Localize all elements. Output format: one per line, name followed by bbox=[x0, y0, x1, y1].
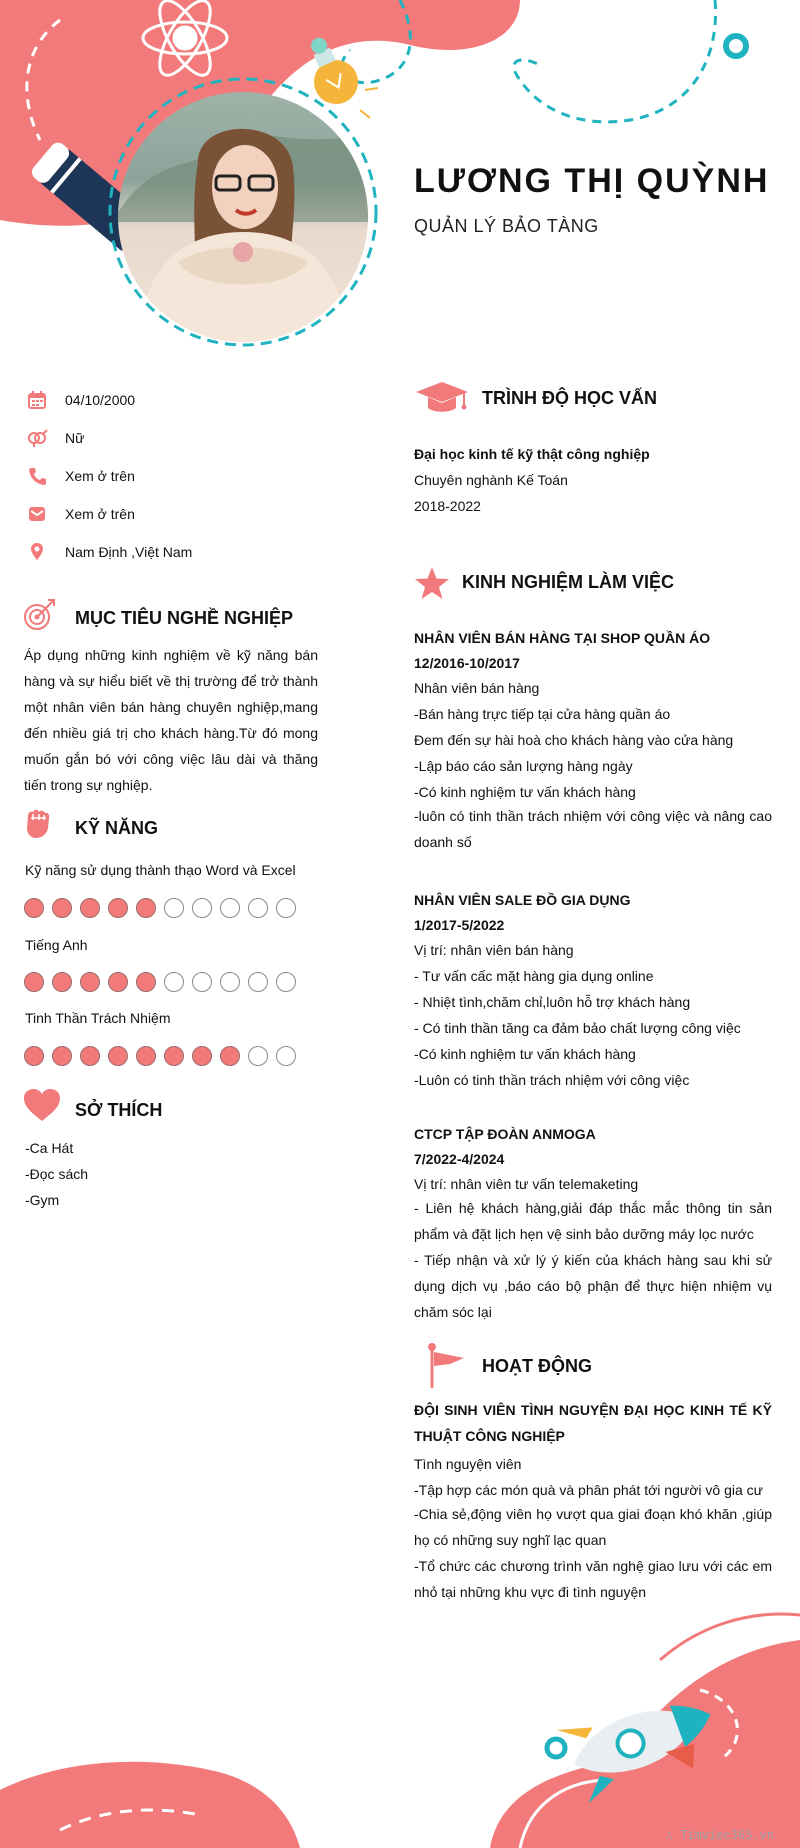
rating-dot-filled bbox=[108, 898, 128, 918]
fist-icon bbox=[22, 806, 52, 840]
job-detail: - Liên hệ khách hàng,giải đáp thắc mắc thông tin sản phẩm và đặt lịch hẹn vệ sinh bảo dưỡng máy lọc nước bbox=[414, 1200, 772, 1242]
rating-dot-filled bbox=[24, 972, 44, 992]
skill-rating bbox=[24, 1046, 296, 1066]
skill-name: Kỹ năng sử dụng thành thạo Word và Excel bbox=[25, 862, 296, 878]
job-detail: -Luôn có tinh thần trách nhiệm với công việc bbox=[414, 1072, 690, 1088]
job-title: QUẢN LÝ BẢO TÀNG bbox=[414, 216, 599, 236]
job-detail: Đem đến sự hài hoà cho khách hàng vào cửa hàng bbox=[414, 732, 734, 748]
contact-email bbox=[26, 502, 135, 526]
rating-dot-empty bbox=[164, 898, 184, 918]
rating-dot-empty bbox=[220, 972, 240, 992]
job-detail: -Có kinh nghiệm tư vấn khách hàng bbox=[414, 784, 636, 800]
job-period: 1/2017-5/2022 bbox=[414, 917, 505, 933]
rating-dot-empty bbox=[192, 898, 212, 918]
activity-detail: -Tổ chức các chương trình văn nghệ giao lưu với các em nhỏ tại những khu vực đi tình nguyện bbox=[414, 1558, 772, 1600]
target-icon bbox=[22, 598, 56, 632]
watermark-dots-icon: ∴ bbox=[665, 1828, 681, 1842]
rating-dot-filled bbox=[220, 1046, 240, 1066]
rating-dot-filled bbox=[136, 898, 156, 918]
job-period: 7/2022-4/2024 bbox=[414, 1151, 505, 1167]
objective-title: MỤC TIÊU NGHỀ NGHIỆP bbox=[75, 608, 294, 628]
job-detail: Nhân viên bán hàng bbox=[414, 680, 540, 696]
skill-name: Tinh Thần Trách Nhiệm bbox=[25, 1010, 171, 1026]
address-text: Nam Định ,Việt Nam bbox=[65, 544, 193, 560]
rating-dot-filled bbox=[108, 1046, 128, 1066]
contact-gender bbox=[26, 426, 85, 450]
rating-dot-filled bbox=[24, 898, 44, 918]
graduation-cap-icon bbox=[414, 380, 470, 416]
gender-text: Nữ bbox=[65, 430, 85, 446]
objective-text: Áp dụng những kinh nghiệm về kỹ năng bán hàng và sự hiểu biết về thị trường để trở thành một nhân viên bán hàng chuyên nghiệp,mang đến nhiều giá trị cho khách hàng.Từ đó mong muốn gắn bó với công việc lâu dài và thăng tiến trong sự nghiệp. bbox=[24, 647, 318, 793]
heart-icon bbox=[22, 1088, 62, 1122]
gender-icon bbox=[26, 427, 48, 449]
job-detail: Vị trí: nhân viên tư vấn telemaketing bbox=[414, 1176, 639, 1192]
rating-dot-filled bbox=[52, 898, 72, 918]
job-detail: - Nhiệt tình,chăm chỉ,luôn hỗ trợ khách hàng bbox=[414, 994, 691, 1010]
contact-birthday bbox=[26, 388, 136, 412]
job-period: 12/2016-10/2017 bbox=[414, 655, 520, 671]
activity-detail: -Chia sẻ,động viên họ vượt qua giai đoạn khó khăn ,giúp họ có những suy nghĩ lạc quan bbox=[414, 1506, 772, 1548]
job-company: NHÂN VIÊN BÁN HÀNG TẠI SHOP QUẦN ÁO bbox=[414, 630, 711, 646]
job-detail: -Có kinh nghiệm tư vấn khách hàng bbox=[414, 1046, 636, 1062]
hobby-item: -Ca Hát bbox=[25, 1140, 74, 1156]
rating-dot-empty bbox=[164, 972, 184, 992]
rating-dot-filled bbox=[52, 972, 72, 992]
full-name: LƯƠNG THỊ QUỲNH bbox=[414, 162, 770, 200]
watermark bbox=[666, 1828, 774, 1842]
rating-dot-empty bbox=[276, 1046, 296, 1066]
experience-title: KINH NGHIỆM LÀM VIỆC bbox=[462, 572, 675, 592]
rating-dot-filled bbox=[192, 1046, 212, 1066]
flag-icon bbox=[420, 1342, 466, 1390]
activity-detail: -Tập hợp các món quà và phân phát tới người vô gia cư bbox=[414, 1482, 764, 1498]
rating-dot-empty bbox=[248, 972, 268, 992]
rating-dot-filled bbox=[136, 972, 156, 992]
skill-name: Tiếng Anh bbox=[25, 937, 88, 953]
job-detail: - Có tinh thần tăng ca đảm bảo chất lượng công việc bbox=[414, 1020, 741, 1036]
rating-dot-filled bbox=[24, 1046, 44, 1066]
birthday-text: 04/10/2000 bbox=[65, 392, 136, 408]
map-pin-icon bbox=[26, 541, 48, 563]
rating-dot-empty bbox=[192, 972, 212, 992]
rating-dot-empty bbox=[276, 972, 296, 992]
star-icon bbox=[414, 566, 450, 600]
phone-text: Xem ở trên bbox=[65, 468, 135, 484]
watermark-text: Timviec365.vn bbox=[680, 1828, 774, 1842]
activity-org: ĐỘI SINH VIÊN TÌNH NGUYỆN ĐẠI HỌC KINH TẾ KỸ THUẬT CÔNG NGHIỆP bbox=[414, 1402, 772, 1444]
education-period: 2018-2022 bbox=[414, 498, 481, 514]
job-detail: - Tiếp nhận và xử lý ý kiến của khách hàng sau khi sử dụng dịch vụ ,báo cáo bộ phận để thực hiện nhiệm vụ chăm sóc lại bbox=[414, 1252, 772, 1320]
rating-dot-filled bbox=[80, 1046, 100, 1066]
job-detail: Vị trí: nhân viên bán hàng bbox=[414, 942, 574, 958]
calendar-icon bbox=[26, 389, 48, 411]
phone-icon bbox=[26, 465, 48, 487]
job-company: NHÂN VIÊN SALE ĐỒ GIA DỤNG bbox=[414, 892, 631, 908]
rating-dot-filled bbox=[136, 1046, 156, 1066]
job-detail: -Lập báo cáo sản lượng hàng ngày bbox=[414, 758, 633, 774]
hobbies-title: SỞ THÍCH bbox=[75, 1100, 163, 1120]
hobby-item: -Đọc sách bbox=[25, 1166, 89, 1182]
rating-dot-empty bbox=[248, 1046, 268, 1066]
major-text: Chuyên nghành Kế Toán bbox=[414, 472, 568, 488]
rating-dot-filled bbox=[108, 972, 128, 992]
job-company: CTCP TẬP ĐOÀN ANMOGA bbox=[414, 1126, 596, 1142]
envelope-icon bbox=[26, 503, 48, 525]
contact-address bbox=[26, 540, 193, 564]
skills-title: KỸ NĂNG bbox=[75, 818, 159, 838]
skill-rating bbox=[24, 898, 296, 918]
job-detail: -Bán hàng trực tiếp tại cửa hàng quần áo bbox=[414, 706, 671, 722]
rating-dot-empty bbox=[248, 898, 268, 918]
job-detail: -luôn có tinh thần trách nhiệm với công việc và nâng cao doanh số bbox=[414, 808, 772, 850]
rating-dot-filled bbox=[80, 898, 100, 918]
job-detail: - Tư vấn cấc mặt hàng gia dụng online bbox=[414, 968, 654, 984]
rating-dot-filled bbox=[164, 1046, 184, 1066]
school-name: Đại học kinh tế kỹ thật công nghiệp bbox=[414, 446, 650, 462]
contact-phone bbox=[26, 464, 135, 488]
activity-detail: Tình nguyện viên bbox=[414, 1456, 522, 1472]
education-title: TRÌNH ĐỘ HỌC VẤN bbox=[482, 388, 657, 408]
avatar bbox=[118, 92, 368, 342]
hobby-item: -Gym bbox=[25, 1192, 60, 1208]
rating-dot-filled bbox=[80, 972, 100, 992]
rating-dot-empty bbox=[220, 898, 240, 918]
email-text: Xem ở trên bbox=[65, 506, 135, 522]
activities-title: HOẠT ĐỘNG bbox=[482, 1356, 592, 1376]
rating-dot-filled bbox=[52, 1046, 72, 1066]
skill-rating bbox=[24, 972, 296, 992]
rating-dot-empty bbox=[276, 898, 296, 918]
